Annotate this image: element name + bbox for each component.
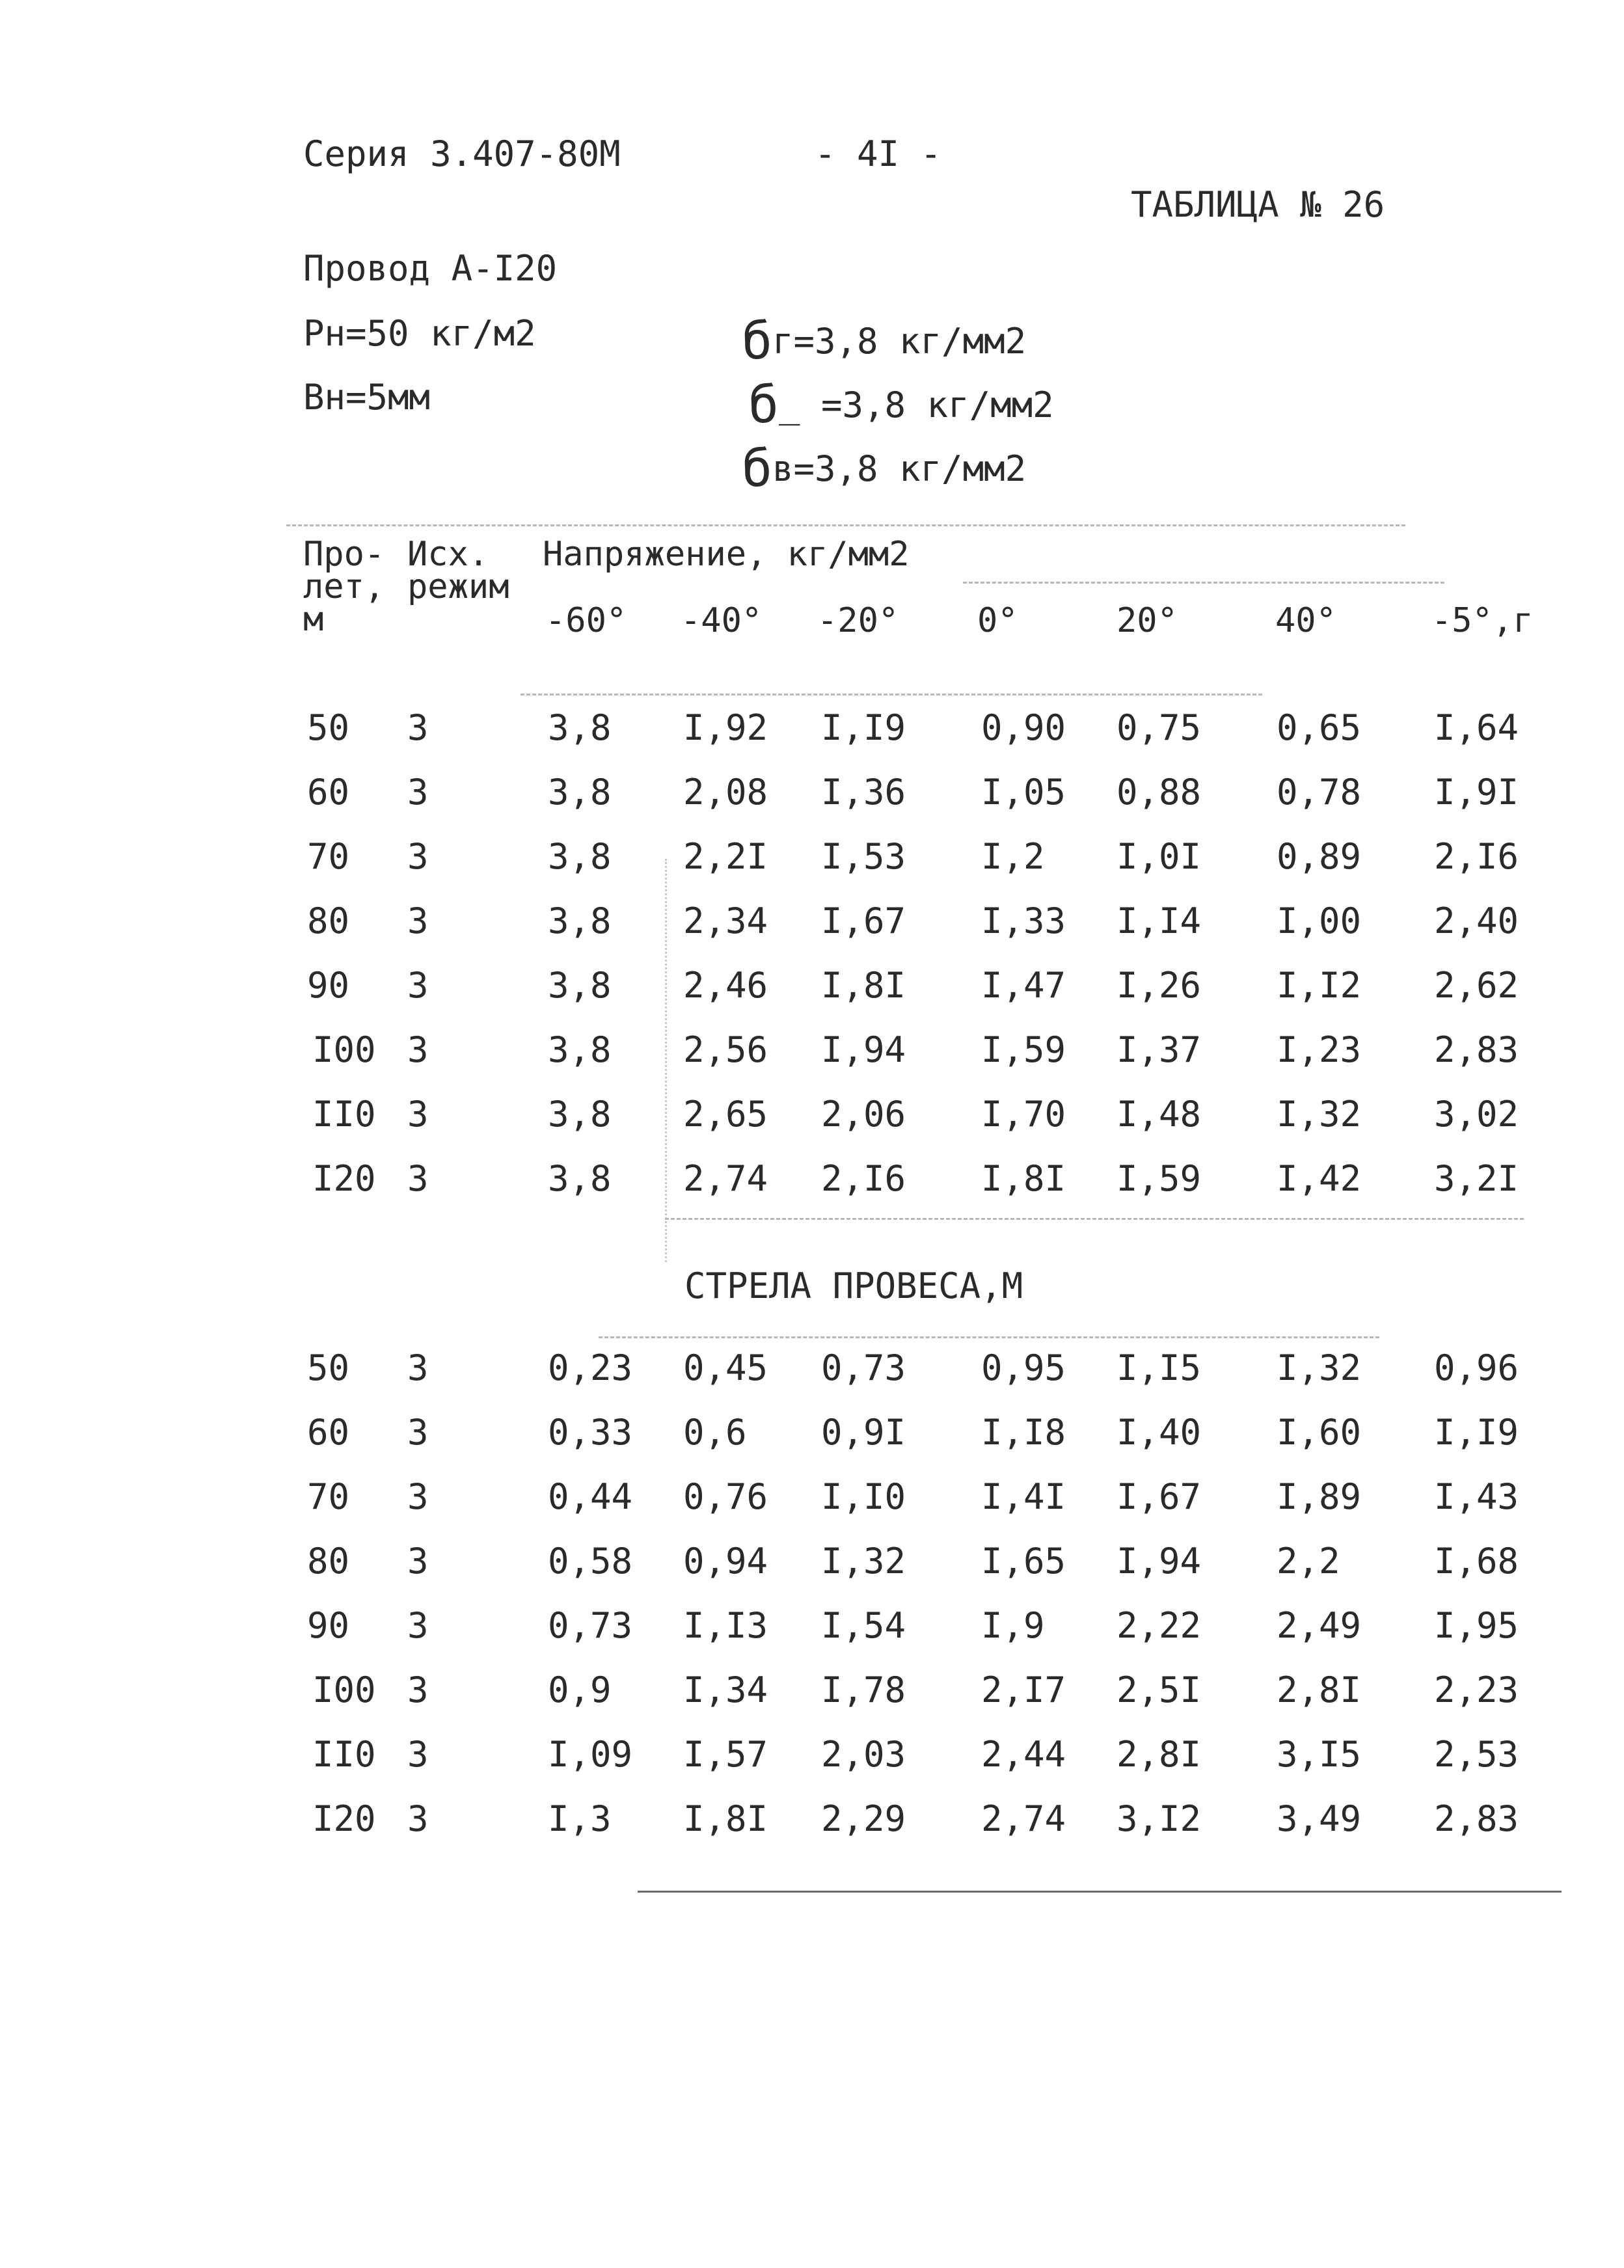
value-cell: 0,78 <box>1277 772 1362 813</box>
span-cell: 90 <box>307 965 350 1006</box>
mode-cell: 3 <box>407 900 429 941</box>
span-cell: II0 <box>312 1094 376 1135</box>
sag-top-rule <box>599 1336 1379 1338</box>
value-cell: 3,I5 <box>1277 1734 1362 1775</box>
value-cell: 3,8 <box>548 1158 612 1199</box>
value-cell: I,43 <box>1434 1476 1519 1517</box>
span-cell: 90 <box>307 1605 350 1646</box>
value-cell: 0,6 <box>683 1412 747 1453</box>
series-label: Серия 3.407-80М <box>303 133 621 174</box>
value-cell: 0,96 <box>1434 1347 1519 1388</box>
value-cell: 2,I7 <box>981 1669 1066 1710</box>
value-cell: 2,03 <box>821 1734 906 1775</box>
value-cell: 2,2I <box>683 836 768 877</box>
mode-cell: 3 <box>407 836 429 877</box>
value-cell: I,I2 <box>1277 965 1362 1006</box>
value-cell: I,26 <box>1116 965 1202 1006</box>
value-cell: 2,40 <box>1434 900 1519 941</box>
value-cell: 2,46 <box>683 965 768 1006</box>
temperature-header: -5°,г <box>1431 601 1534 640</box>
value-cell: 3,02 <box>1434 1094 1519 1135</box>
col-span-line3: м <box>303 600 324 639</box>
value-cell: I,I3 <box>683 1605 768 1646</box>
value-cell: 0,23 <box>548 1347 633 1388</box>
col-span-line1: Про- <box>303 535 385 574</box>
value-cell: I,3 <box>548 1798 612 1839</box>
value-cell: 2,8I <box>1277 1669 1362 1710</box>
value-cell: 3,8 <box>548 836 612 877</box>
value-cell: I,65 <box>981 1541 1066 1582</box>
value-cell: 3,8 <box>548 1029 612 1070</box>
value-cell: I,68 <box>1434 1541 1519 1582</box>
value-cell: 2,53 <box>1434 1734 1519 1775</box>
temperature-header: 40° <box>1275 601 1336 640</box>
value-cell: I,23 <box>1277 1029 1362 1070</box>
mode-cell: 3 <box>407 1734 429 1775</box>
span-cell: II0 <box>312 1734 376 1775</box>
value-cell: I,I9 <box>821 707 906 748</box>
value-cell: I,34 <box>683 1669 768 1710</box>
value-cell: 2,I6 <box>1434 836 1519 877</box>
wind-load: Рн=50 кг/м2 <box>303 313 536 354</box>
value-cell: I,8I <box>981 1158 1066 1199</box>
value-cell: 0,94 <box>683 1541 768 1582</box>
value-cell: I,05 <box>981 772 1066 813</box>
mode-cell: 3 <box>407 707 429 748</box>
value-cell: I,48 <box>1116 1094 1202 1135</box>
value-cell: 2,I6 <box>821 1158 906 1199</box>
value-cell: 2,06 <box>821 1094 906 1135</box>
value-cell: I,32 <box>1277 1094 1362 1135</box>
value-cell: 2,56 <box>683 1029 768 1070</box>
mode-cell: 3 <box>407 772 429 813</box>
sigma-v-symbol: б <box>742 440 772 498</box>
value-cell: 3,8 <box>548 1094 612 1135</box>
value-cell: 0,76 <box>683 1476 768 1517</box>
value-cell: I,09 <box>548 1734 633 1775</box>
mode-cell: 3 <box>407 1029 429 1070</box>
value-cell: I,53 <box>821 836 906 877</box>
value-cell: 2,2 <box>1277 1541 1340 1582</box>
value-cell: I,8I <box>683 1798 768 1839</box>
span-cell: 60 <box>307 1412 350 1453</box>
value-cell: 2,74 <box>981 1798 1066 1839</box>
mode-cell: 3 <box>407 1669 429 1710</box>
value-cell: 2,5I <box>1116 1669 1202 1710</box>
stress-bottom-rule <box>665 1218 1524 1220</box>
span-cell: 60 <box>307 772 350 813</box>
value-cell: 2,74 <box>683 1158 768 1199</box>
value-cell: I,47 <box>981 965 1066 1006</box>
col-span-line2: лет, <box>303 567 385 606</box>
temperature-header: 20° <box>1116 601 1178 640</box>
table-number: ТАБЛИЦА № 26 <box>1131 184 1385 225</box>
mode-cell: 3 <box>407 1347 429 1388</box>
value-cell: 0,58 <box>548 1541 633 1582</box>
value-cell: 0,33 <box>548 1412 633 1453</box>
value-cell: 3,8 <box>548 900 612 941</box>
value-cell: I,78 <box>821 1669 906 1710</box>
mode-cell: 3 <box>407 1412 429 1453</box>
value-cell: I,00 <box>1277 900 1362 941</box>
span-cell: 70 <box>307 836 350 877</box>
temperature-header: 0° <box>977 601 1018 640</box>
value-cell: I,9 <box>981 1605 1045 1646</box>
mode-cell: 3 <box>407 965 429 1006</box>
mode-cell: 3 <box>407 1798 429 1839</box>
span-cell: I20 <box>312 1158 376 1199</box>
value-cell: I,4I <box>981 1476 1066 1517</box>
value-cell: 0,73 <box>548 1605 633 1646</box>
value-cell: I,59 <box>981 1029 1066 1070</box>
value-cell: 0,9 <box>548 1669 612 1710</box>
span-cell: I00 <box>312 1669 376 1710</box>
temperature-header: -60° <box>545 601 627 640</box>
value-cell: 2,49 <box>1277 1605 1362 1646</box>
header-bottom-rule <box>521 694 1262 695</box>
value-cell: 2,62 <box>1434 965 1519 1006</box>
value-cell: 2,83 <box>1434 1029 1519 1070</box>
col-mode-line2: режим <box>407 567 509 606</box>
value-cell: 0,45 <box>683 1347 768 1388</box>
mode-cell: 3 <box>407 1094 429 1135</box>
sigma-g-value: г=3,8 кг/мм2 <box>772 321 1027 362</box>
wire-type: Провод А-I20 <box>303 248 558 289</box>
value-cell: I,67 <box>821 900 906 941</box>
value-cell: I,I9 <box>1434 1412 1519 1453</box>
value-cell: I,9I <box>1434 772 1519 813</box>
mode-cell: 3 <box>407 1476 429 1517</box>
value-cell: I,32 <box>821 1541 906 1582</box>
value-cell: 2,83 <box>1434 1798 1519 1839</box>
span-cell: I20 <box>312 1798 376 1839</box>
value-cell: 0,88 <box>1116 772 1202 813</box>
value-cell: 3,8 <box>548 772 612 813</box>
value-cell: I,I4 <box>1116 900 1202 941</box>
value-cell: I,64 <box>1434 707 1519 748</box>
value-cell: I,37 <box>1116 1029 1202 1070</box>
value-cell: I,36 <box>821 772 906 813</box>
value-cell: I,92 <box>683 707 768 748</box>
sigma-v-line <box>742 439 1027 498</box>
sigma-g-line <box>742 311 1027 371</box>
value-cell: 2,08 <box>683 772 768 813</box>
table-bottom-rule <box>638 1891 1562 1893</box>
sigma-minus-symbol: б <box>748 376 779 435</box>
value-cell: I,42 <box>1277 1158 1362 1199</box>
value-cell: I,57 <box>683 1734 768 1775</box>
value-cell: I,95 <box>1434 1605 1519 1646</box>
value-cell: 0,9I <box>821 1412 906 1453</box>
span-cell: 50 <box>307 707 350 748</box>
value-cell: I,94 <box>821 1029 906 1070</box>
value-cell: I,54 <box>821 1605 906 1646</box>
value-cell: I,60 <box>1277 1412 1362 1453</box>
column-divider <box>665 859 667 1262</box>
value-cell: I,33 <box>981 900 1066 941</box>
sigma-minus-value: _ =3,8 кг/мм2 <box>778 385 1054 425</box>
value-cell: 2,8I <box>1116 1734 1202 1775</box>
value-cell: 0,44 <box>548 1476 633 1517</box>
table-top-rule <box>286 524 1405 526</box>
value-cell: 3,49 <box>1277 1798 1362 1839</box>
value-cell: I,32 <box>1277 1347 1362 1388</box>
value-cell: 3,I2 <box>1116 1798 1202 1839</box>
value-cell: I,59 <box>1116 1158 1202 1199</box>
stress-header: Напряжение, кг/мм2 <box>543 535 910 574</box>
value-cell: 2,29 <box>821 1798 906 1839</box>
value-cell: 3,8 <box>548 707 612 748</box>
value-cell: 2,44 <box>981 1734 1066 1775</box>
mode-cell: 3 <box>407 1541 429 1582</box>
mode-cell: 3 <box>407 1158 429 1199</box>
value-cell: 2,23 <box>1434 1669 1519 1710</box>
col-mode-line1: Исх. <box>407 535 489 574</box>
value-cell: I,I5 <box>1116 1347 1202 1388</box>
span-cell: 70 <box>307 1476 350 1517</box>
span-cell: 80 <box>307 900 350 941</box>
page-number: - 4I - <box>815 133 942 174</box>
temperature-header: -20° <box>817 601 899 640</box>
value-cell: I,94 <box>1116 1541 1202 1582</box>
value-cell: 2,65 <box>683 1094 768 1135</box>
value-cell: 0,73 <box>821 1347 906 1388</box>
temperature-header: -40° <box>681 601 763 640</box>
value-cell: 0,75 <box>1116 707 1202 748</box>
value-cell: 3,8 <box>548 965 612 1006</box>
value-cell: I,70 <box>981 1094 1066 1135</box>
span-cell: 50 <box>307 1347 350 1388</box>
value-cell: I,0I <box>1116 836 1202 877</box>
value-cell: 0,90 <box>981 707 1066 748</box>
sigma-v-value: в=3,8 кг/мм2 <box>772 448 1027 489</box>
sigma-g-symbol: б <box>742 312 772 371</box>
value-cell: I,89 <box>1277 1476 1362 1517</box>
stress-header-rule <box>963 582 1444 584</box>
value-cell: I,I8 <box>981 1412 1066 1453</box>
value-cell: I,40 <box>1116 1412 1202 1453</box>
value-cell: 0,95 <box>981 1347 1066 1388</box>
value-cell: I,67 <box>1116 1476 1202 1517</box>
value-cell: 2,22 <box>1116 1605 1202 1646</box>
mode-cell: 3 <box>407 1605 429 1646</box>
value-cell: I,8I <box>821 965 906 1006</box>
span-cell: I00 <box>312 1029 376 1070</box>
span-cell: 80 <box>307 1541 350 1582</box>
value-cell: I,I0 <box>821 1476 906 1517</box>
value-cell: 2,34 <box>683 900 768 941</box>
value-cell: 0,89 <box>1277 836 1362 877</box>
value-cell: 0,65 <box>1277 707 1362 748</box>
ice-thickness: Вн=5мм <box>303 377 431 418</box>
sigma-minus-line <box>748 375 1054 435</box>
value-cell: I,2 <box>981 836 1045 877</box>
sag-section-title: СТРЕЛА ПРОВЕСА,М <box>684 1265 1023 1306</box>
value-cell: 3,2I <box>1434 1158 1519 1199</box>
